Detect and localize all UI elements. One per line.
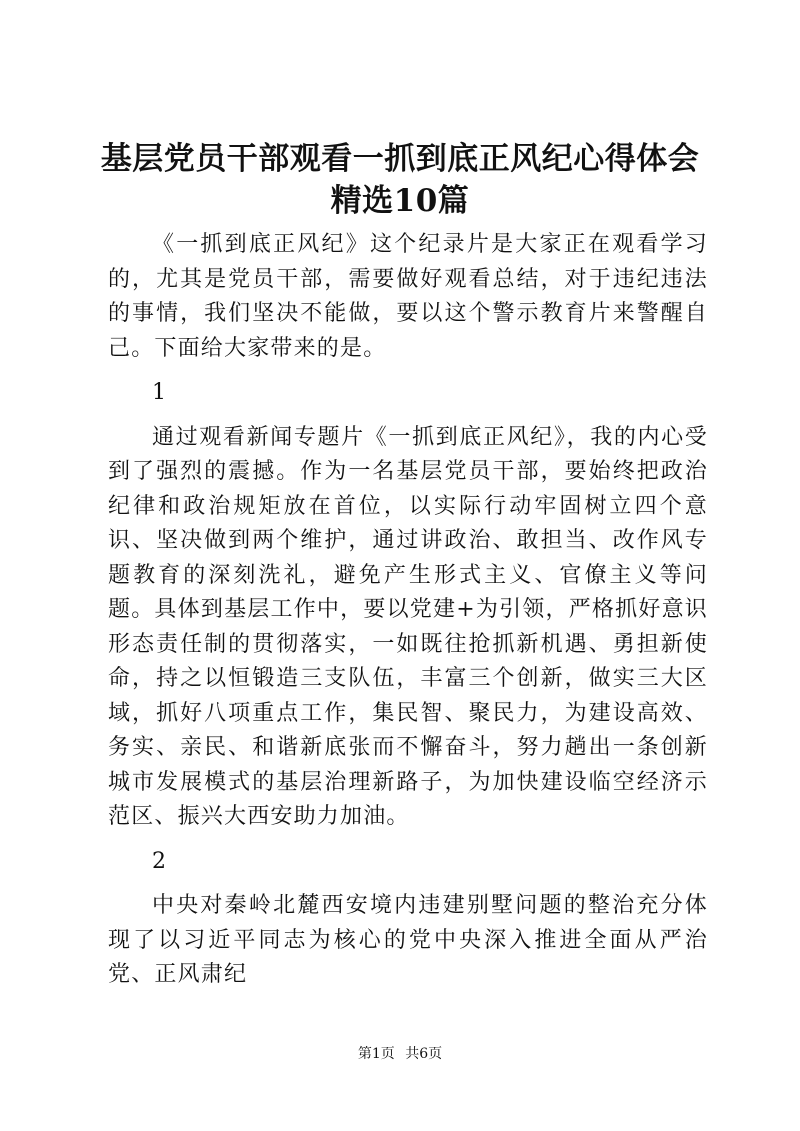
document-title: 基层党员干部观看一抓到底正风纪心得体会精选10篇: [100, 141, 700, 219]
section-paragraph: 通过观看新闻专题片《一抓到底正风纪》，我的内心受到了强烈的震撼。作为一名基层党员干部，要始终把政治纪律和政治规矩放在首位，以实际行动牢固树立四个意识、坚决做到两个维护，通过讲政治、敢担当、改作风专题教育的深刻洗礼，避免产生形式主义、官僚主义等问题。具体到基层工作中，要以党建+为引领，严格抓好意识形态责任制的贯彻落实，一如既往抢抓新机遇、勇担新使命，持之以恒锻造三支队伍，丰富三个创新，做实三大区域，抓好八项重点工作，集民智、聚民力，为建设高效、务实、亲民、和谐新底张而不懈奋斗，努力趟出一条创新城市发展模式的基层治理新路子，为加快建设临空经济示范区、振兴大西安助力加油。: [108, 424, 708, 829]
section-number: 1: [152, 380, 168, 405]
page-footer: [0, 1044, 800, 1064]
document-body: [108, 228, 708, 1003]
page-total: 共6页: [405, 1046, 443, 1062]
page-number: 第1页: [357, 1046, 395, 1062]
section-paragraph: 中央对秦岭北麓西安境内违建别墅问题的整治充分体现了以习近平同志为核心的党中央深入推进全面从严治党、正风肃纪: [108, 893, 708, 987]
section-number: 2: [152, 848, 168, 874]
intro-paragraph: 《一抓到底正风纪》这个纪录片是大家正在观看学习的，尤其是党员干部，需要做好观看总结，对于违纪违法的事情，我们坚决不能做，要以这个警示教育片来警醒自己。下面给大家带来的是。: [108, 232, 708, 361]
